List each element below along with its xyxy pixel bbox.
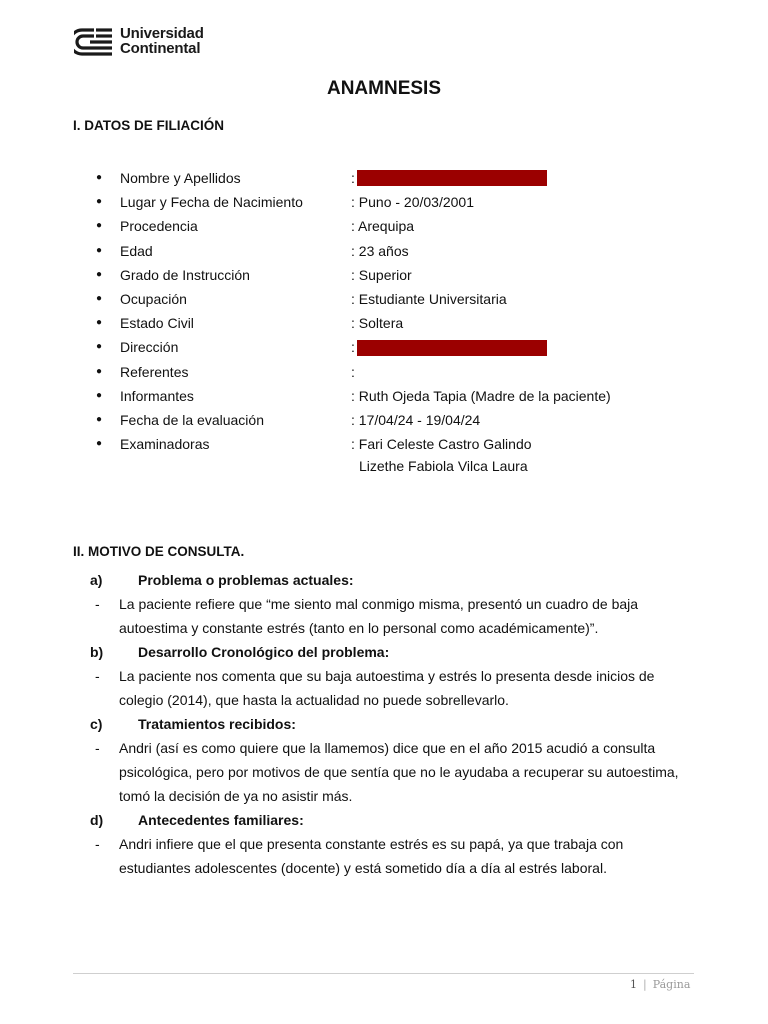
field-value [351,432,532,456]
field-value-text: : Superior [351,266,412,283]
field-label: Fecha de la evaluación [120,412,264,428]
field-value-text: : Estudiante Universitaria [351,291,507,307]
field-value [351,190,474,214]
filiation-row [0,166,768,190]
dash-bullet: - [95,740,100,756]
filiation-row [0,432,768,456]
logo-line-2: Continental [120,40,201,57]
field-label: Procedencia [120,218,198,235]
filiation-row [0,190,768,214]
page-number: 1 [630,978,637,991]
field-label: Dirección [120,339,179,356]
bullet-icon: ● [96,268,103,280]
bullet-icon: ● [96,414,103,425]
bullet-icon: ● [96,172,103,183]
field-value-text: : [351,339,355,356]
university-logo [74,26,224,60]
filiation-row [0,408,768,432]
field-value-text: : [351,170,355,186]
item-letter: a) [90,572,103,588]
field-value-text: : 17/04/24 - 19/04/24 [351,412,481,428]
bullet-icon: ● [96,196,103,208]
item-heading-text: Tratamientos recibidos: [138,716,296,732]
bullet-icon: ● [96,365,103,377]
field-value [351,263,412,287]
field-label: Examinadoras [120,436,210,453]
filiation-row [0,311,768,335]
field-value-text: : Arequipa [351,218,415,235]
field-value [351,214,414,238]
document-title: ANAMNESIS [326,78,441,99]
bullet-icon: ● [96,220,103,232]
bullet-icon: ● [96,317,103,329]
field-value [351,384,611,408]
item-letter: b) [90,644,104,660]
field-label: Ocupación [120,291,187,307]
item-heading-text: Desarrollo Cronológico del problema: [138,644,390,660]
field-value [351,311,403,335]
filiation-row [0,214,768,238]
bullet-icon: ● [96,438,103,450]
section-2-title: II. MOTIVO DE CONSULTA. [73,544,245,559]
filiation-row [0,287,768,311]
dash-bullet: - [95,836,100,852]
field-value [351,166,547,190]
filiation-row [0,335,768,359]
redaction-bar [357,340,547,356]
bullet-icon: ● [96,389,103,401]
footer-divider [73,973,694,974]
field-label: Grado de Instrucción [120,266,250,283]
field-label: Referentes [120,363,189,380]
paragraph-text: Andri infiere que el que presenta constante estrés es su papá, ya que trabaja con estudiantes adolescentes (docente) y está sometido día a día al estrés laboral. [119,836,624,876]
logo-line-1: Universidad [120,25,204,42]
bullet-icon: ● [96,341,103,353]
item-heading-text: Antecedentes familiares: [138,812,304,828]
field-value-text: : 23 años [351,242,409,259]
item-heading-text: Problema o problemas actuales: [138,572,354,588]
redaction-bar [357,170,547,186]
filiation-row [0,239,768,263]
field-value [351,335,547,359]
filiation-row [0,360,768,384]
paragraph-text: Andri (así es como quiere que la llamemos) dice que en el año 2015 acudió a consulta psicológica, pero por motivos de que sentía que no le ayudaba a recuperar su autoestima, tomó la decisión de ya no asistir más. [119,740,679,804]
field-label: Estado Civil [120,315,194,332]
filiation-row [0,384,768,408]
paragraph-text: La paciente refiere que “me siento mal conmigo misma, presentó un cuadro de baja autoestima y constante estrés (tanto en lo personal como académicamente)”. [119,596,639,636]
item-letter: c) [90,716,103,732]
field-value [351,287,507,311]
bullet-icon: ● [96,244,103,256]
field-value-text: : Soltera [351,315,404,332]
section-1-title: I. DATOS DE FILIACIÓN [73,118,225,133]
bullet-icon: ● [96,293,103,304]
field-value [351,408,480,432]
field-value-text: : Puno - 20/03/2001 [351,194,474,211]
page-word: Página [652,978,691,991]
page-footer [630,978,690,991]
universidad-continental-logo-icon [74,28,114,56]
field-label: Edad [120,242,153,259]
field-value-text: : Ruth Ojeda Tapia (Madre de la paciente) [351,387,611,404]
field-value [351,360,355,384]
field-label: Lugar y Fecha de Nacimiento [120,194,303,211]
paragraph-text: La paciente nos comenta que su baja autoestima y estrés lo presenta desde inicios de colegio (2014), que hasta la actualidad no puede sobrellevarlo. [119,668,655,708]
field-value-text: : Fari Celeste Castro Galindo [351,436,532,453]
item-letter: d) [90,812,104,828]
logo-text [120,26,204,56]
field-value-text: : [351,363,355,380]
footer-separator: | [643,978,647,991]
filiation-row [0,263,768,287]
dash-bullet: - [95,668,100,684]
dash-bullet: - [95,596,100,612]
field-value [351,239,409,263]
examiner-2: Lizethe Fabiola Vilca Laura [359,458,528,474]
field-label: Informantes [120,387,194,404]
field-label: Nombre y Apellidos [120,170,241,186]
